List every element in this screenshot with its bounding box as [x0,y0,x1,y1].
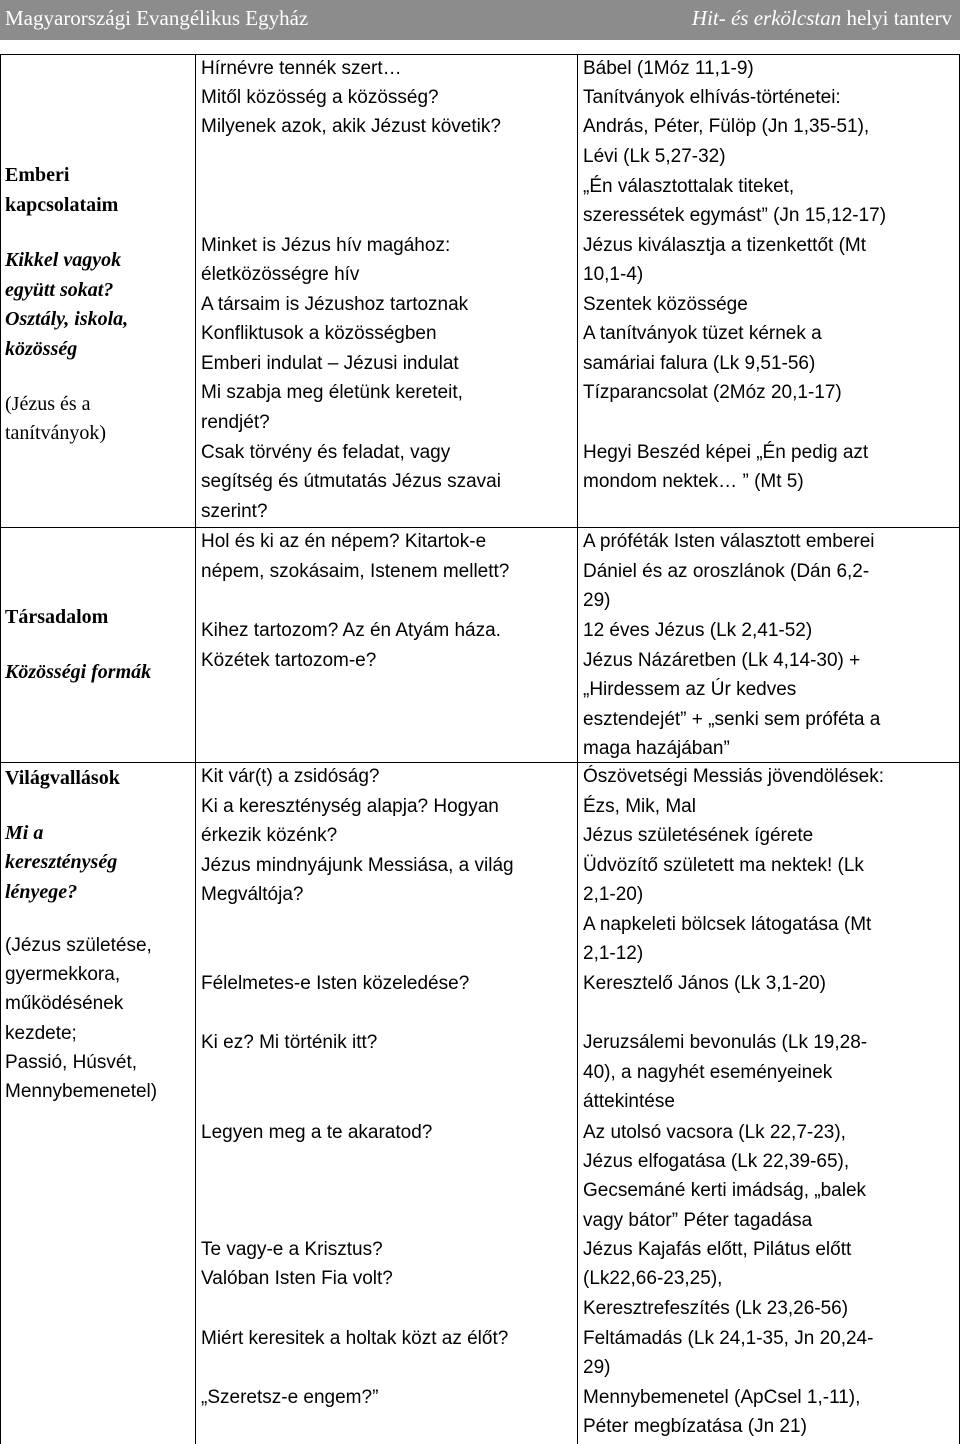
header-subject: Hit- és erkölcstan [691,6,842,30]
source-line: Jézus Názáretben (Lk 4,14-30) + [583,650,861,671]
topic-question: együtt sokat? [5,279,114,301]
question-line: Mitől közösség a közösség? [201,87,439,108]
question-line: Hol és ki az én népem? Kitartok-e [201,531,487,552]
table-top-border [0,54,960,55]
source-line: samáriai falura (Lk 9,51-56) [583,353,816,374]
source-line: Tanítványok elhívás-történetei: [583,87,841,108]
question-line: Ki a kereszténység alapja? Hogyan [201,796,499,817]
source-line: Jézus születésének ígérete [583,825,814,846]
topic-subtitle: működésének [5,993,124,1014]
source-line: vagy bátor” Péter tagadása [583,1210,813,1231]
topic-question: Mi a [5,822,44,844]
question-line: Te vagy-e a Krisztus? [201,1239,383,1260]
question-line: Hírnévre tennék szert… [201,58,402,79]
question-line: Kihez tartozom? Az én Atyám háza. [201,620,501,641]
source-line: Péter megbízatása (Jn 21) [583,1416,807,1437]
question-line: Miért keresitek a holtak közt az élőt? [201,1328,509,1349]
source-line: Ézs, Mik, Mal [583,796,696,817]
source-line: Dániel és az oroszlánok (Dán 6,2- [583,561,870,582]
page-header [0,0,960,40]
source-line: Keresztelő János (Lk 3,1-20) [583,973,826,994]
source-line: 2,1-12) [583,943,644,964]
question-line: érkezik közénk? [201,825,338,846]
question-line: Ki ez? Mi történik itt? [201,1032,378,1053]
topic-subtitle: (Jézus születése, [5,935,152,956]
source-line: Feltámadás (Lk 24,1-35, Jn 20,24- [583,1328,874,1349]
source-line: „Én választottalak titeket, [583,176,795,197]
source-line: Hegyi Beszéd képei „Én pedig azt [583,442,869,463]
source-line: áttekintése [583,1091,675,1112]
source-line: „Hirdessem az Úr kedves [583,679,797,700]
source-line: Mennybemenetel (ApCsel 1,-11), [583,1387,861,1408]
source-line: Gecsemáné kerti imádság, „balek [583,1180,867,1201]
question-line: Legyen meg a te akaratod? [201,1122,433,1143]
question-line: Valóban Isten Fia volt? [201,1268,393,1289]
question-line: Milyenek azok, akik Jézust követik? [201,116,501,137]
topic-subtitle: gyermekkora, [5,964,121,985]
source-line: Lévi (Lk 5,27-32) [583,146,726,167]
source-line: (Lk22,66-23,25), [583,1268,723,1289]
question-line: szerint? [201,501,268,522]
question-line: Emberi indulat – Jézusi indulat [201,353,459,374]
topic-question: közösség [5,338,78,360]
table-left-border [0,54,1,1444]
topic-subtitle: Passió, Húsvét, [5,1052,137,1073]
question-line: Félelmetes-e Isten közeledése? [201,973,470,994]
source-line: 10,1-4) [583,264,644,285]
topic-title: Társadalom [5,606,109,628]
topic-question: Kikkel vagyok [5,249,122,271]
question-line: Mi szabja meg életünk kereteit, [201,382,463,403]
question-line: Jézus mindnyájunk Messiása, a világ [201,855,514,876]
source-line: Üdvözítő született ma nektek! (Lk [583,855,864,876]
source-line: Szentek közössége [583,294,748,315]
source-line: A napkeleti bölcsek látogatása (Mt [583,914,872,935]
source-line: 2,1-20) [583,884,644,905]
source-line: A tanítványok tüzet kérnek a [583,323,822,344]
topic-subtitle: (Jézus és a [5,393,91,415]
question-line: „Szeretsz-e engem?” [201,1387,379,1408]
source-line: Jeruzsálemi bevonulás (Lk 19,28- [583,1032,868,1053]
source-line: esztendejét” + „senki sem próféta a [583,709,881,730]
question-line: Megváltója? [201,884,304,905]
question-line: Kit vár(t) a zsidóság? [201,766,380,787]
source-line: 29) [583,1357,611,1378]
source-line: Jézus kiválasztja a tizenkettőt (Mt [583,235,866,256]
topic-question: lényege? [5,881,78,903]
question-line: életközösségre hív [201,264,360,285]
source-line: A próféták Isten választott emberei [583,531,875,552]
question-line: A társaim is Jézushoz tartoznak [201,294,469,315]
topic-subtitle: tanítványok) [5,422,107,444]
topic-question: Közösségi formák [5,661,152,683]
header-curriculum [692,6,952,31]
column-divider-2 [577,54,578,1444]
source-line: Ószövetségi Messiás jövendölések: [583,766,884,787]
question-line: népem, szokásaim, Istenem mellett? [201,561,510,582]
topic-title: Világvallások [5,767,120,789]
topic-subtitle: Mennybemenetel) [5,1081,158,1102]
source-line: szeressétek egymást” (Jn 15,12-17) [583,205,887,226]
source-line: maga hazájában” [583,738,730,759]
question-line: Minket is Jézus hív magához: [201,235,451,256]
question-line: Csak törvény és feladat, vagy [201,442,451,463]
header-curriculum-type: helyi tanterv [841,6,952,30]
column-divider-1 [195,54,196,1444]
row-divider-2 [0,762,960,763]
source-line: Bábel (1Móz 11,1-9) [583,58,754,79]
question-line: rendjét? [201,412,270,433]
source-line: 40), a nagyhét eseményeinek [583,1062,833,1083]
source-line: Jézus Kajafás előtt, Pilátus előtt [583,1239,852,1260]
source-line: Jézus elfogatása (Lk 22,39-65), [583,1151,850,1172]
source-line: Az utolsó vacsora (Lk 22,7-23), [583,1122,846,1143]
source-line: Keresztrefeszítés (Lk 23,26-56) [583,1298,849,1319]
source-line: Tízparancsolat (2Móz 20,1-17) [583,382,842,403]
row-divider-1 [0,527,960,528]
question-line: segítség és útmutatás Jézus szavai [201,471,501,492]
topic-subtitle: kezdete; [5,1023,77,1044]
source-line: András, Péter, Fülöp (Jn 1,35-51), [583,116,870,137]
source-line: 12 éves Jézus (Lk 2,41-52) [583,620,813,641]
source-line: mondom nektek… ” (Mt 5) [583,471,804,492]
topic-title: Emberi [5,164,70,186]
question-line: Közétek tartozom-e? [201,650,377,671]
header-organization: Magyarországi Evangélikus Egyház [5,6,309,30]
topic-question: kereszténység [5,851,118,873]
topic-title: kapcsolataim [5,194,119,216]
topic-question: Osztály, iskola, [5,308,129,330]
source-line: 29) [583,590,611,611]
question-line: Konfliktusok a közösségben [201,323,437,344]
